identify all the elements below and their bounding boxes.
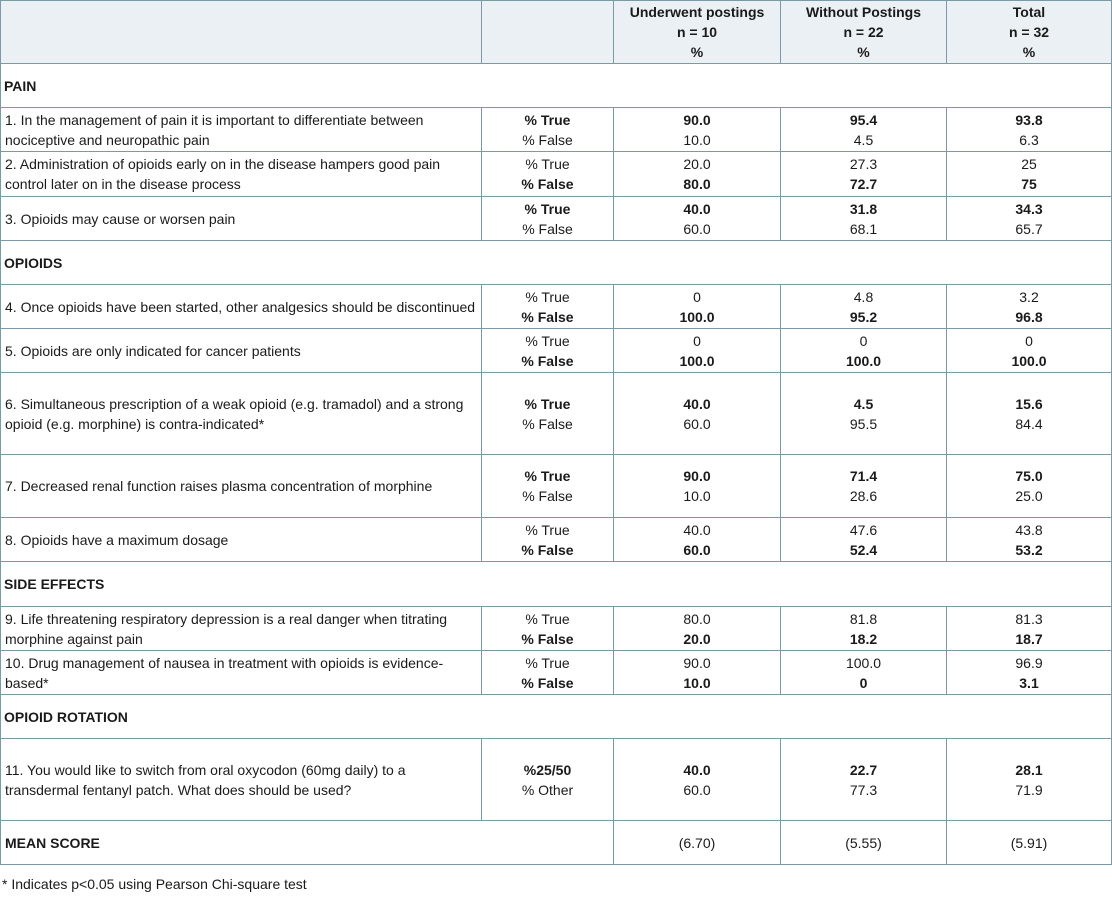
question-row (1, 373, 1112, 455)
section-title: PAIN (1, 64, 1112, 108)
question-label: 9. Life threatening respiratory depression is a real danger when titrating morphine against pain (5, 610, 448, 647)
question-text (1, 607, 482, 651)
underwent-value-1: 20.0 (683, 156, 711, 172)
header-col3-unit: % (1022, 44, 1036, 60)
answer-label-1: % True (525, 332, 570, 349)
question-text (1, 152, 482, 197)
total-value-1: 81.3 (1015, 610, 1043, 627)
without-value-1: 31.8 (849, 200, 878, 217)
without-value-2: 0 (859, 674, 868, 691)
underwent-value-1: 90.0 (683, 111, 711, 128)
without-value-1: 4.8 (853, 288, 874, 305)
total-value-1: 93.8 (1015, 111, 1043, 128)
question-row (1, 455, 1112, 518)
header-col1-unit: % (690, 44, 704, 60)
without-value-2: 77.3 (849, 781, 878, 798)
underwent-value-1: 0 (693, 332, 701, 349)
underwent-value-2: 10.0 (683, 674, 711, 691)
underwent-values (614, 197, 781, 241)
question-row (1, 285, 1112, 329)
answer-labels (482, 518, 614, 562)
underwent-value-2: 80.0 (683, 176, 711, 192)
answer-labels (482, 197, 614, 241)
underwent-value-1: 40.0 (683, 761, 711, 778)
underwent-value-2: 20.0 (683, 630, 711, 647)
question-row (1, 329, 1112, 373)
mean-score-underwent: (6.70) (614, 821, 781, 865)
without-value-1: 81.8 (849, 610, 878, 627)
answer-label-1: % True (525, 610, 570, 627)
question-row (1, 108, 1112, 152)
without-values (781, 373, 947, 455)
total-value-2: 25.0 (1015, 488, 1043, 504)
answer-labels (482, 108, 614, 152)
underwent-values (614, 607, 781, 651)
without-values (781, 518, 947, 562)
without-value-2: 52.4 (849, 541, 878, 558)
total-values (947, 518, 1112, 562)
question-label: 6. Simultaneous prescription of a weak opioid (e.g. tramadol) and a strong opioid (e.g. morphine) is contra-indicated* (5, 395, 464, 432)
section-row-opioids (1, 241, 1112, 285)
underwent-value-1: 80.0 (683, 610, 711, 627)
total-value-1: 3.2 (1019, 288, 1039, 305)
question-text (1, 651, 482, 695)
without-value-2: 95.2 (849, 308, 878, 325)
without-value-2: 18.2 (849, 630, 878, 647)
question-text (1, 373, 482, 455)
total-values (947, 607, 1112, 651)
answer-label-2: % Other (521, 781, 574, 798)
total-value-1: 75.0 (1015, 468, 1043, 484)
answer-label-1: % True (524, 395, 571, 412)
answer-label-2: % False (521, 176, 574, 192)
underwent-values (614, 329, 781, 373)
answer-label-2: % False (522, 131, 573, 148)
without-values (781, 739, 947, 821)
answer-labels (482, 373, 614, 455)
question-text (1, 455, 482, 518)
header-row (1, 1, 1112, 64)
answer-label-1: % True (524, 468, 571, 484)
question-text (1, 518, 482, 562)
total-value-2: 3.1 (1019, 674, 1039, 691)
underwent-value-2: 60.0 (683, 415, 711, 432)
underwent-values (614, 739, 781, 821)
total-value-2: 84.4 (1015, 415, 1043, 432)
footnote: * Indicates p<0.05 using Pearson Chi-square test (2, 876, 307, 892)
section-row-side-effects (1, 562, 1112, 607)
header-total (947, 1, 1112, 64)
question-row (1, 518, 1112, 562)
question-row (1, 197, 1112, 241)
underwent-value-1: 40.0 (683, 395, 711, 412)
header-underwent-postings (614, 1, 781, 64)
mean-score-without: (5.55) (781, 821, 947, 865)
without-values (781, 197, 947, 241)
underwent-value-2: 100.0 (679, 352, 715, 369)
mean-score-row (1, 821, 1112, 865)
answer-labels (482, 455, 614, 518)
total-value-1: 34.3 (1015, 200, 1043, 217)
without-values (781, 651, 947, 695)
answer-labels (482, 651, 614, 695)
underwent-values (614, 455, 781, 518)
without-value-1: 95.4 (849, 111, 878, 128)
underwent-value-2: 100.0 (679, 308, 715, 325)
header-question-cell (1, 1, 482, 64)
question-row (1, 607, 1112, 651)
underwent-value-2: 60.0 (683, 541, 711, 558)
underwent-value-2: 10.0 (683, 131, 711, 148)
question-label: 11. You would like to switch from oral oxycodon (60mg daily) to a transdermal fentanyl patch. What does should be used? (5, 761, 406, 798)
without-value-2: 100.0 (845, 352, 882, 369)
header-col2-title: Without Postings (806, 4, 921, 20)
header-col3-title: Total (1012, 4, 1046, 20)
question-label: 1. In the management of pain it is important to differentiate between nociceptive and neuropathic pain (5, 111, 424, 148)
header-answer-cell (482, 1, 614, 64)
total-value-1: 96.9 (1015, 654, 1043, 671)
total-value-2: 53.2 (1015, 541, 1043, 558)
underwent-values (614, 108, 781, 152)
total-values (947, 285, 1112, 329)
underwent-value-1: 90.0 (683, 654, 711, 671)
total-values (947, 651, 1112, 695)
total-values (947, 739, 1112, 821)
question-text (1, 285, 482, 329)
answer-label-2: % False (522, 220, 573, 237)
header-without-postings (781, 1, 947, 64)
total-value-1: 43.8 (1015, 521, 1043, 538)
underwent-value-2: 60.0 (683, 220, 711, 237)
question-text (1, 329, 482, 373)
underwent-value-2: 60.0 (683, 781, 711, 798)
section-title: OPIOID ROTATION (1, 695, 1112, 739)
total-value-2: 100.0 (1011, 352, 1047, 369)
without-value-2: 28.6 (849, 488, 878, 504)
without-value-2: 4.5 (853, 131, 874, 148)
without-value-1: 22.7 (849, 761, 878, 778)
answer-label-2: % False (521, 308, 574, 325)
without-value-1: 71.4 (849, 468, 878, 484)
answer-labels (482, 739, 614, 821)
answer-label-1: % True (525, 288, 570, 305)
section-title: OPIOIDS (1, 241, 1112, 285)
answer-labels (482, 285, 614, 329)
total-values (947, 197, 1112, 241)
question-label: 2. Administration of opioids early on in the disease hampers good pain control later on in the disease process (5, 156, 441, 192)
question-text (1, 739, 482, 821)
header-col1-n: n = 10 (676, 24, 718, 40)
without-value-1: 100.0 (845, 654, 882, 671)
question-label: 10. Drug management of nausea in treatment with opioids is evidence-based* (5, 654, 444, 691)
without-value-1: 47.6 (849, 521, 878, 538)
answer-labels (482, 329, 614, 373)
header-col2-n: n = 22 (843, 24, 884, 40)
mean-score-total: (5.91) (947, 821, 1112, 865)
mean-score-label: MEAN SCORE (1, 821, 614, 865)
without-values (781, 108, 947, 152)
underwent-value-1: 90.0 (683, 468, 711, 484)
header-col1-title: Underwent postings (629, 4, 765, 20)
answer-label-1: % True (524, 200, 571, 217)
answer-label-2: % False (521, 541, 574, 558)
without-value-1: 0 (859, 332, 868, 349)
answer-label-2: % False (521, 352, 574, 369)
header-col3-n: n = 32 (1008, 24, 1050, 40)
without-values (781, 329, 947, 373)
question-text (1, 108, 482, 152)
total-value-2: 75 (1021, 176, 1037, 192)
total-value-2: 96.8 (1015, 308, 1043, 325)
question-row (1, 651, 1112, 695)
without-value-2: 72.7 (849, 176, 878, 192)
answer-label-1: % True (525, 521, 570, 538)
underwent-values (614, 373, 781, 455)
answer-label-1: %25/50 (523, 761, 572, 778)
total-value-2: 6.3 (1019, 131, 1039, 148)
without-value-1: 27.3 (849, 156, 878, 172)
total-values (947, 455, 1112, 518)
underwent-values (614, 285, 781, 329)
total-value-1: 28.1 (1015, 761, 1043, 778)
answer-label-2: % False (521, 630, 574, 647)
answer-label-1: % True (525, 654, 570, 671)
total-values (947, 329, 1112, 373)
total-values (947, 152, 1112, 197)
question-label: 3. Opioids may cause or worsen pain (5, 210, 236, 227)
without-value-1: 4.5 (853, 395, 874, 412)
underwent-value-1: 40.0 (683, 200, 711, 217)
underwent-values (614, 152, 781, 197)
section-row-opioid-rotation (1, 695, 1112, 739)
without-values (781, 285, 947, 329)
total-value-1: 25 (1021, 156, 1037, 172)
section-row-pain (1, 64, 1112, 108)
answer-label-2: % False (522, 488, 573, 504)
total-values (947, 108, 1112, 152)
header-col2-unit: % (857, 44, 870, 60)
without-value-2: 95.5 (849, 415, 878, 432)
answer-labels (482, 607, 614, 651)
question-text (1, 197, 482, 241)
answer-label-2: % False (521, 674, 574, 691)
question-row (1, 739, 1112, 821)
underwent-values (614, 518, 781, 562)
answer-labels (482, 152, 614, 197)
answer-label-1: % True (525, 156, 570, 172)
answer-label-2: % False (522, 415, 573, 432)
underwent-value-2: 10.0 (683, 488, 711, 504)
total-value-1: 0 (1025, 332, 1033, 349)
question-label: 4. Once opioids have been started, other analgesics should be discontinued (5, 298, 476, 315)
underwent-value-1: 40.0 (683, 521, 711, 538)
total-value-2: 71.9 (1015, 781, 1043, 798)
question-label: 5. Opioids are only indicated for cancer patients (5, 342, 301, 359)
underwent-values (614, 651, 781, 695)
underwent-value-1: 0 (693, 288, 701, 305)
without-values (781, 607, 947, 651)
question-label: 7. Decreased renal function raises plasma concentration of morphine (5, 478, 433, 494)
question-row (1, 152, 1112, 197)
total-values (947, 373, 1112, 455)
without-values (781, 152, 947, 197)
question-label: 8. Opioids have a maximum dosage (5, 531, 229, 548)
without-values (781, 455, 947, 518)
total-value-2: 18.7 (1015, 630, 1043, 647)
section-title: SIDE EFFECTS (1, 562, 1112, 607)
total-value-1: 15.6 (1015, 395, 1043, 412)
total-value-2: 65.7 (1015, 220, 1043, 237)
answer-label-1: % True (524, 111, 571, 128)
without-value-2: 68.1 (849, 220, 878, 237)
